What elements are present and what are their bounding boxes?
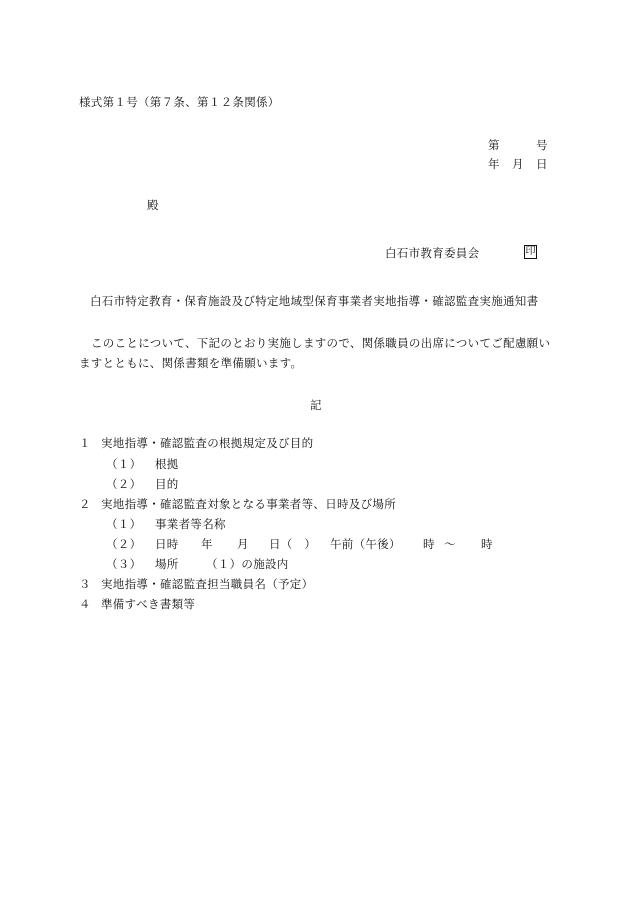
- item-number: ４: [79, 597, 91, 611]
- datetime-day: 日（ ）: [269, 537, 317, 551]
- item-number: ３: [79, 577, 91, 591]
- item-label: 実地指導・確認監査担当職員名（予定）: [101, 577, 314, 591]
- body-text-line-2: ますとともに、関係書類を準備願います。: [79, 356, 303, 370]
- seal-stamp: 印: [525, 246, 536, 257]
- item-number: ２: [79, 497, 91, 511]
- date-year: 年: [488, 157, 500, 171]
- form-number: 様式第１号（第７条、第１２条関係）: [79, 95, 280, 109]
- subitem-number: （２）: [106, 537, 142, 551]
- item-label: 実地指導・確認監査の根拠規定及び目的: [101, 436, 314, 450]
- datetime-hour-to: 時: [481, 537, 493, 551]
- date-month: 月: [512, 157, 524, 171]
- subitem-number: （１）: [106, 457, 142, 471]
- subitem-number: （３）: [106, 557, 142, 571]
- subitem-label: 場所: [155, 557, 179, 571]
- doc-number-dai: 第: [488, 138, 500, 152]
- subitem-label: 日時: [155, 537, 179, 551]
- item-number: １: [79, 436, 91, 450]
- item-label: 実地指導・確認監査対象となる事業者等、日時及び場所: [101, 497, 396, 511]
- datetime-month: 月: [237, 537, 249, 551]
- subitem-number: （１）: [106, 517, 142, 531]
- body-text-line-1: このことについて、下記のとおり実施しますので、関係職員の出席についてご配慮願い: [91, 336, 551, 350]
- sender-name: 白石市教育委員会: [385, 246, 480, 260]
- subitem-label: 目的: [155, 477, 179, 491]
- doc-number-go: 号: [536, 138, 548, 152]
- datetime-tilde: ～: [444, 537, 456, 551]
- date-day: 日: [536, 157, 548, 171]
- subitem-number: （２）: [106, 477, 142, 491]
- datetime-ampm: 午前（午後）: [330, 537, 401, 551]
- document-title: 白石市特定教育・保育施設及び特定地域型保育事業者実地指導・確認監査実施通知書: [90, 294, 539, 308]
- datetime-hour-from: 時: [423, 537, 435, 551]
- datetime-year: 年: [201, 537, 213, 551]
- item-label: 準備すべき書類等: [101, 597, 196, 611]
- subitem-label: 根拠: [155, 457, 179, 471]
- ki-heading: 記: [310, 398, 322, 412]
- recipient-suffix: 殿: [147, 198, 159, 212]
- subitem-label: 事業者等名称: [155, 517, 226, 531]
- subitem-value: （１）の施設内: [206, 557, 289, 571]
